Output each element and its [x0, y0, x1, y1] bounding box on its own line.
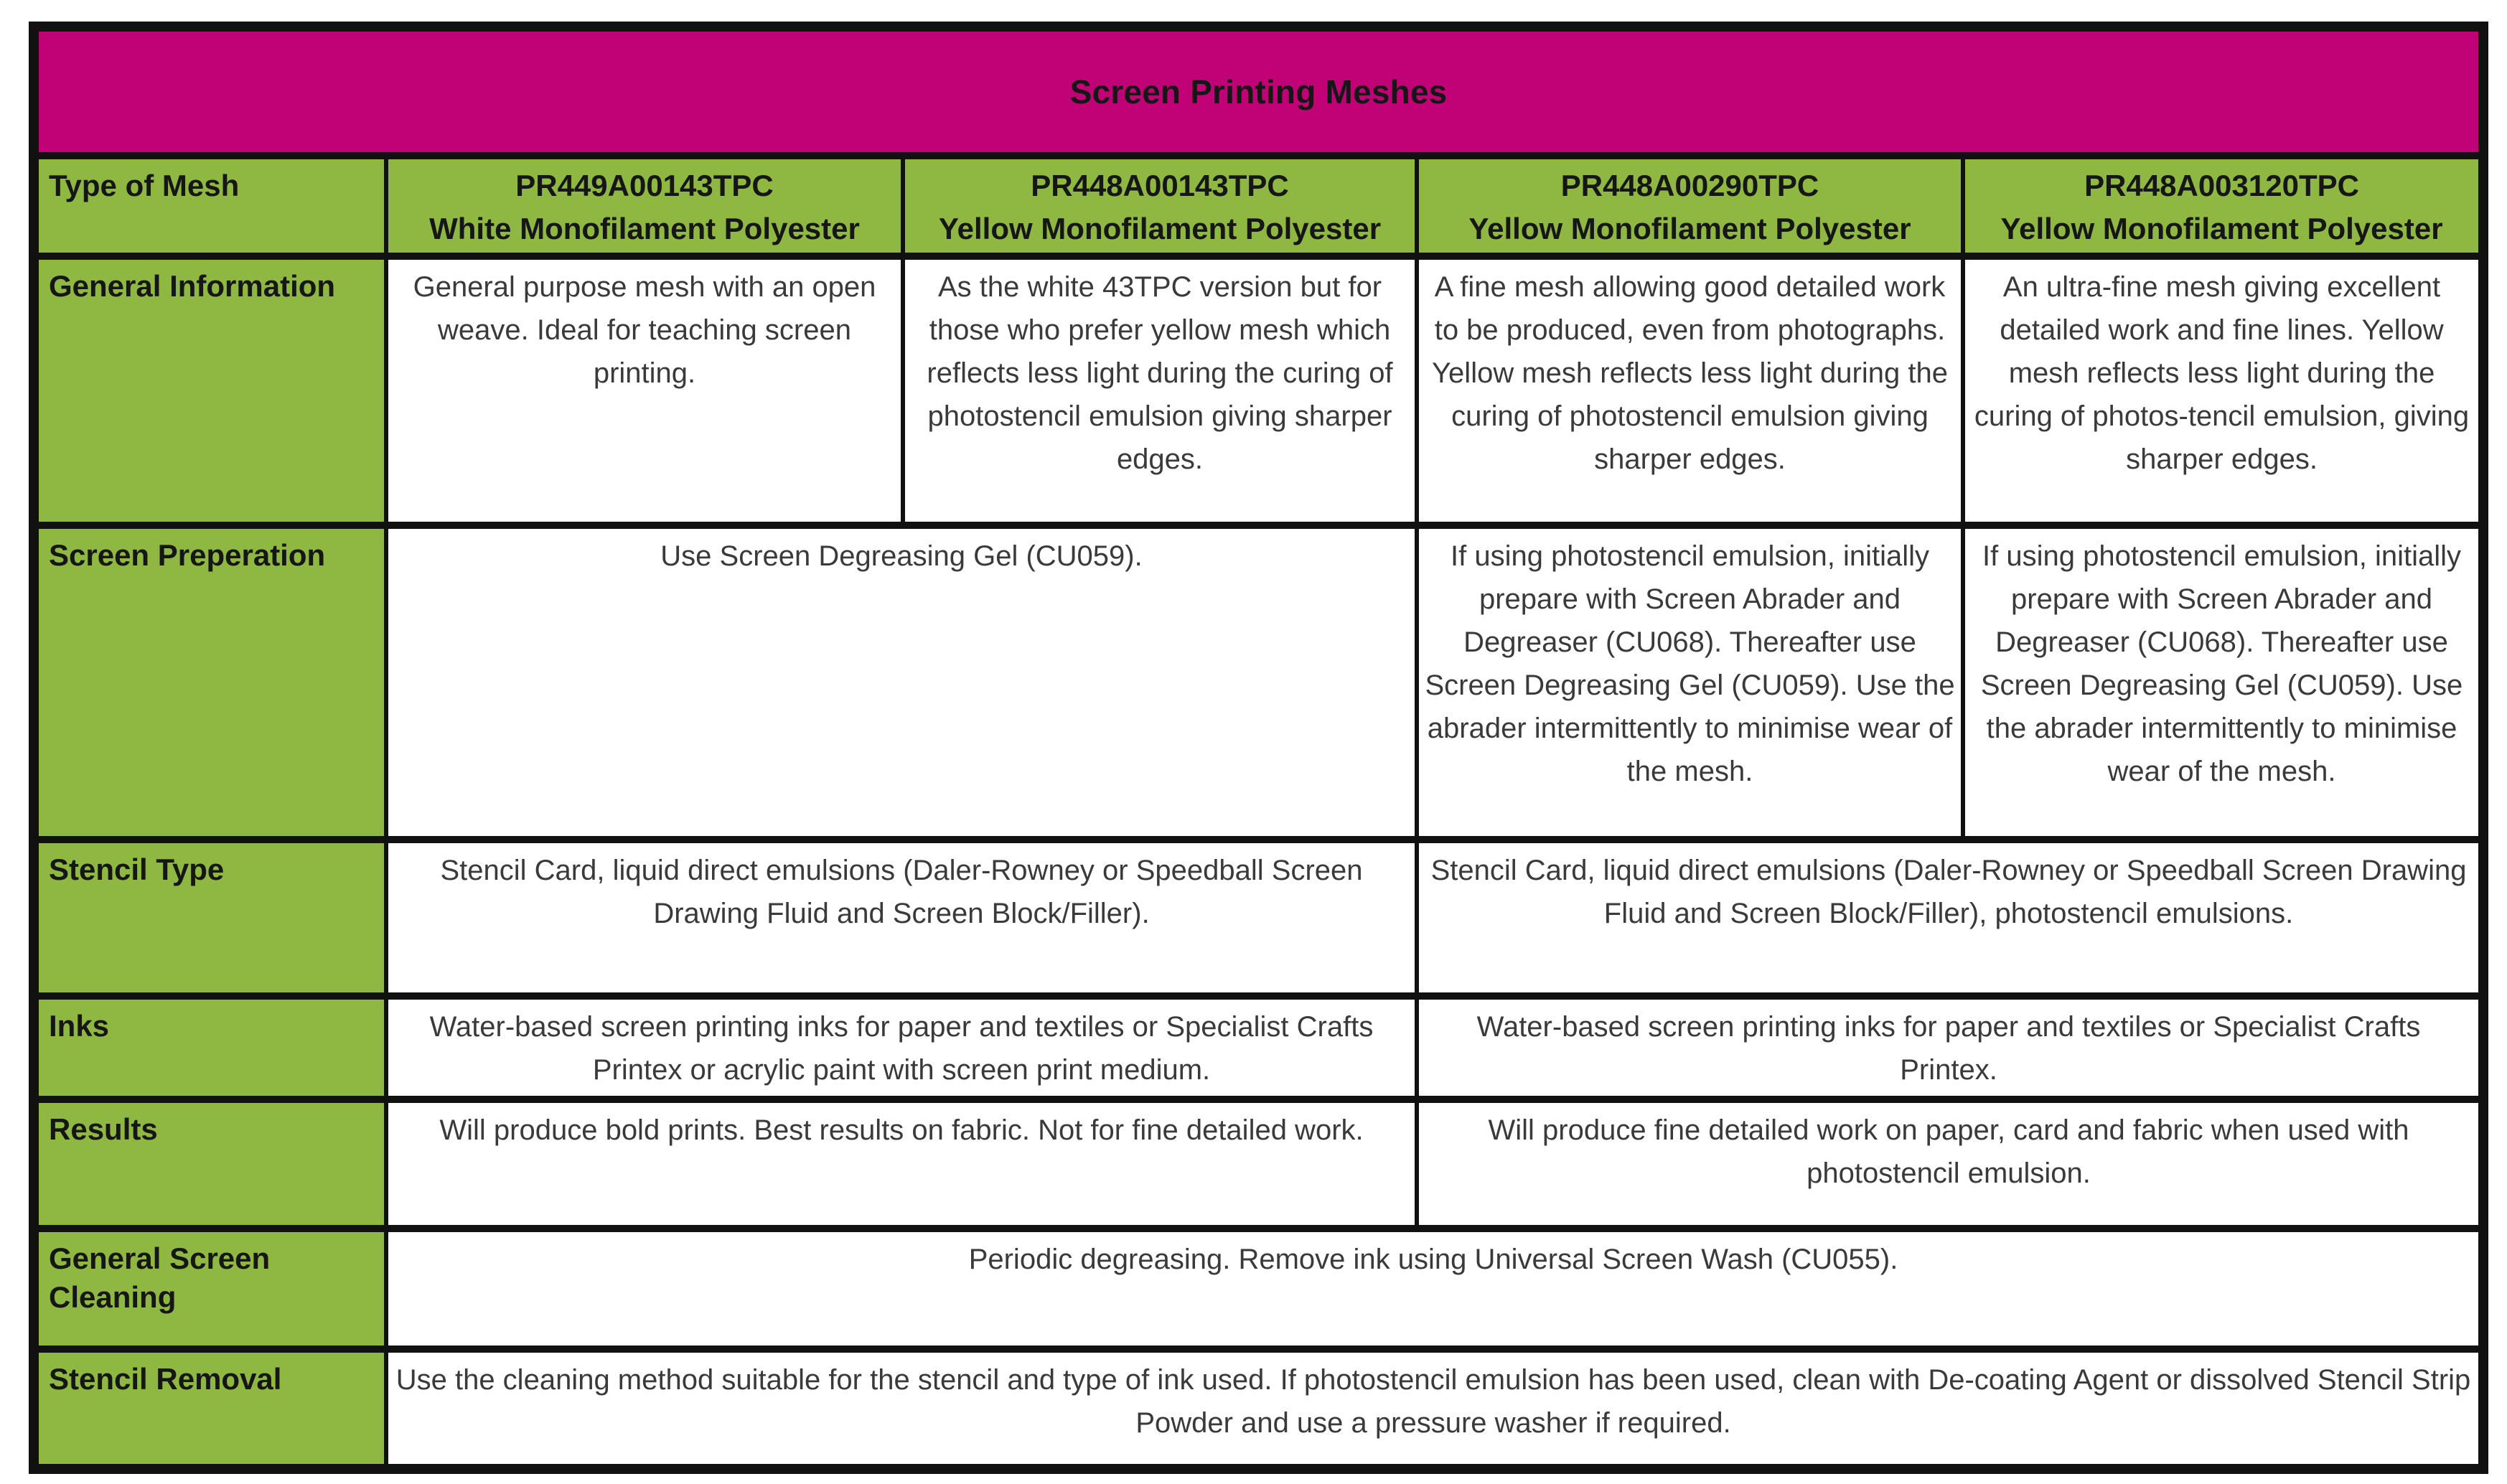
table-title: Screen Printing Meshes [34, 27, 2483, 156]
cell-stencil-removal: Use the cleaning method suitable for the stencil and type of ink used. If photostencil emulsion has been used, clean with De-coating Agent or dissolved Stencil Strip Powder and use a pressure washer if required. [386, 1349, 2483, 1469]
header-mesh-1 [386, 156, 903, 256]
mesh-3-name: Yellow Monofilament Polyester [1468, 212, 1911, 245]
header-mesh-3 [1417, 156, 1963, 256]
row-label-general-information: General Information [34, 256, 386, 525]
mesh-2-code: PR448A00143TPC [1031, 169, 1289, 202]
mesh-3-code: PR448A00290TPC [1560, 169, 1819, 202]
cell-general-information-mesh-3: A fine mesh allowing good detailed work to be produced, even from photographs. Yellow mesh reflects less light during the curing of photostencil emulsion giving sharper edges. [1417, 256, 1963, 525]
row-label-stencil-type: Stencil Type [34, 840, 386, 996]
cell-results-mesh-3-4: Will produce fine detailed work on paper, card and fabric when used with photostencil emulsion. [1417, 1099, 2483, 1229]
general-screen-cleaning-row [34, 1229, 2483, 1349]
cell-general-information-mesh-4: An ultra-fine mesh giving excellent detailed work and fine lines. Yellow mesh reflects less light during the curing of photos-tencil emulsion, giving sharper edges. [1963, 256, 2483, 525]
results-row [34, 1099, 2483, 1229]
header-type-of-mesh: Type of Mesh [34, 156, 386, 256]
row-label-results: Results [34, 1099, 386, 1229]
cell-screen-preperation-mesh-3: If using photostencil emulsion, initially prepare with Screen Abrader and Degreaser (CU068). Thereafter use Screen Degreasing Gel (CU059). Use the abrader intermittently to minimise wear of the mesh. [1417, 525, 1963, 840]
mesh-1-name: White Monofilament Polyester [429, 212, 860, 245]
row-label-stencil-removal: Stencil Removal [34, 1349, 386, 1469]
header-mesh-4 [1963, 156, 2483, 256]
cell-stencil-type-mesh-3-4: Stencil Card, liquid direct emulsions (Daler-Rowney or Speedball Screen Drawing Fluid and Screen Block/Filler), photostencil emulsions. [1417, 840, 2483, 996]
cell-screen-preperation-mesh-4: If using photostencil emulsion, initially prepare with Screen Abrader and Degreaser (CU068). Thereafter use Screen Degreasing Gel (CU059). Use the abrader intermittently to minimise wear of the mesh. [1963, 525, 2483, 840]
cell-general-information-mesh-2: As the white 43TPC version but for those who prefer yellow mesh which reflects less light during the curing of photostencil emulsion giving sharper edges. [903, 256, 1417, 525]
row-label-inks: Inks [34, 996, 386, 1099]
stencil-removal-row [34, 1349, 2483, 1469]
general-information-row [34, 256, 2483, 525]
mesh-4-name: Yellow Monofilament Polyester [2000, 212, 2443, 245]
inks-row [34, 996, 2483, 1099]
row-label-general-screen-cleaning: General Screen Cleaning [34, 1229, 386, 1349]
title-row [34, 27, 2483, 156]
mesh-4-code: PR448A003120TPC [2084, 169, 2359, 202]
cell-stencil-type-mesh-1-2: Stencil Card, liquid direct emulsions (Daler-Rowney or Speedball Screen Drawing Fluid and Screen Block/Filler). [386, 840, 1417, 996]
mesh-1-code: PR449A00143TPC [515, 169, 774, 202]
cell-inks-mesh-3-4: Water-based screen printing inks for paper and textiles or Specialist Crafts Printex. [1417, 996, 2483, 1099]
header-row [34, 156, 2483, 256]
screen-printing-meshes-table [29, 22, 2488, 1474]
cell-general-information-mesh-1: General purpose mesh with an open weave. Ideal for teaching screen printing. [386, 256, 903, 525]
stencil-type-row [34, 840, 2483, 996]
cell-inks-mesh-1-2: Water-based screen printing inks for paper and textiles or Specialist Crafts Printex or acrylic paint with screen print medium. [386, 996, 1417, 1099]
header-mesh-2 [903, 156, 1417, 256]
cell-results-mesh-1-2: Will produce bold prints. Best results on fabric. Not for fine detailed work. [386, 1099, 1417, 1229]
cell-general-screen-cleaning: Periodic degreasing. Remove ink using Universal Screen Wash (CU055). [386, 1229, 2483, 1349]
cell-screen-preperation-mesh-1-2: Use Screen Degreasing Gel (CU059). [386, 525, 1417, 840]
mesh-2-name: Yellow Monofilament Polyester [938, 212, 1382, 245]
screen-preperation-row [34, 525, 2483, 840]
row-label-screen-preperation: Screen Preperation [34, 525, 386, 840]
